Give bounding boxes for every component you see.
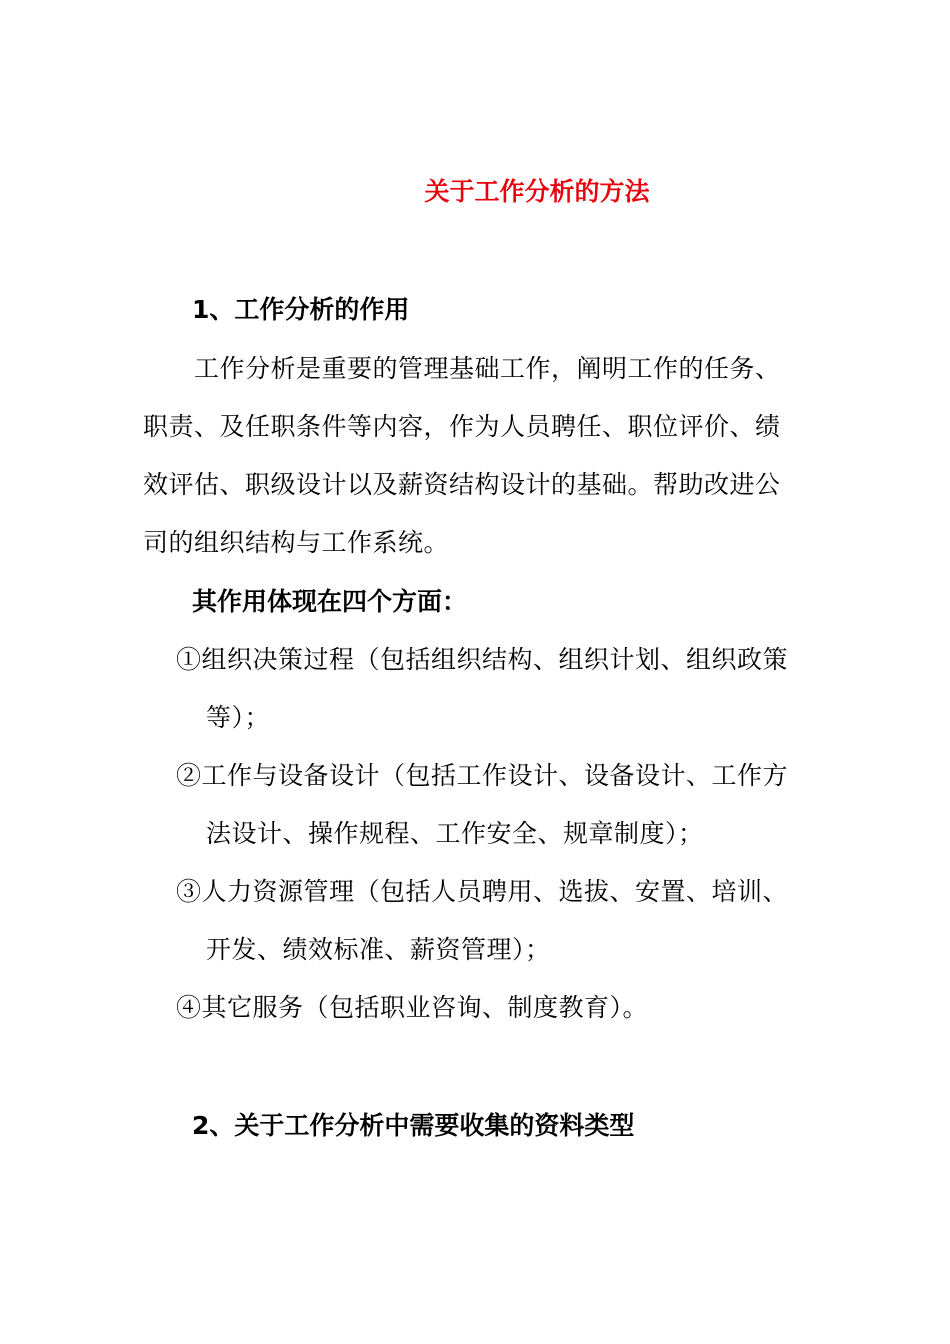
paragraph-line-4: 司的组织结构与工作系统。 <box>143 528 450 557</box>
aspect-1-line-2: 等）； <box>206 703 271 732</box>
aspects-intro: 其作用体现在四个方面： <box>192 587 468 616</box>
aspect-1-line-1: ①组织决策过程（包括组织结构、组织计划、组织政策 <box>176 645 789 674</box>
aspect-3-line-1: ③人力资源管理（包括人员聘用、选拔、安置、培训、 <box>176 877 789 906</box>
paragraph-line-3: 效评估、职级设计以及薪资结构设计的基础。帮助改进公 <box>143 470 781 499</box>
section-2-heading: 2、关于工作分析中需要收集的资料类型 <box>192 1111 635 1140</box>
section-1-heading: 1、工作分析的作用 <box>192 295 410 324</box>
paragraph-line-2: 职责、及任职条件等内容，作为人员聘任、职位评价、绩 <box>143 412 781 441</box>
aspect-2-line-1: ②工作与设备设计（包括工作设计、设备设计、工作方 <box>176 761 789 790</box>
aspect-4-line-1: ④其它服务（包括职业咨询、制度教育）。 <box>176 993 649 1022</box>
document-title: 关于工作分析的方法 <box>424 177 650 206</box>
aspect-3-line-2: 开发、绩效标准、薪资管理）； <box>206 935 551 964</box>
paragraph-line-1: 工作分析是重要的管理基础工作，阐明工作的任务、 <box>194 354 781 383</box>
aspect-2-line-2: 法设计、操作规程、工作安全、规章制度）； <box>206 819 704 848</box>
